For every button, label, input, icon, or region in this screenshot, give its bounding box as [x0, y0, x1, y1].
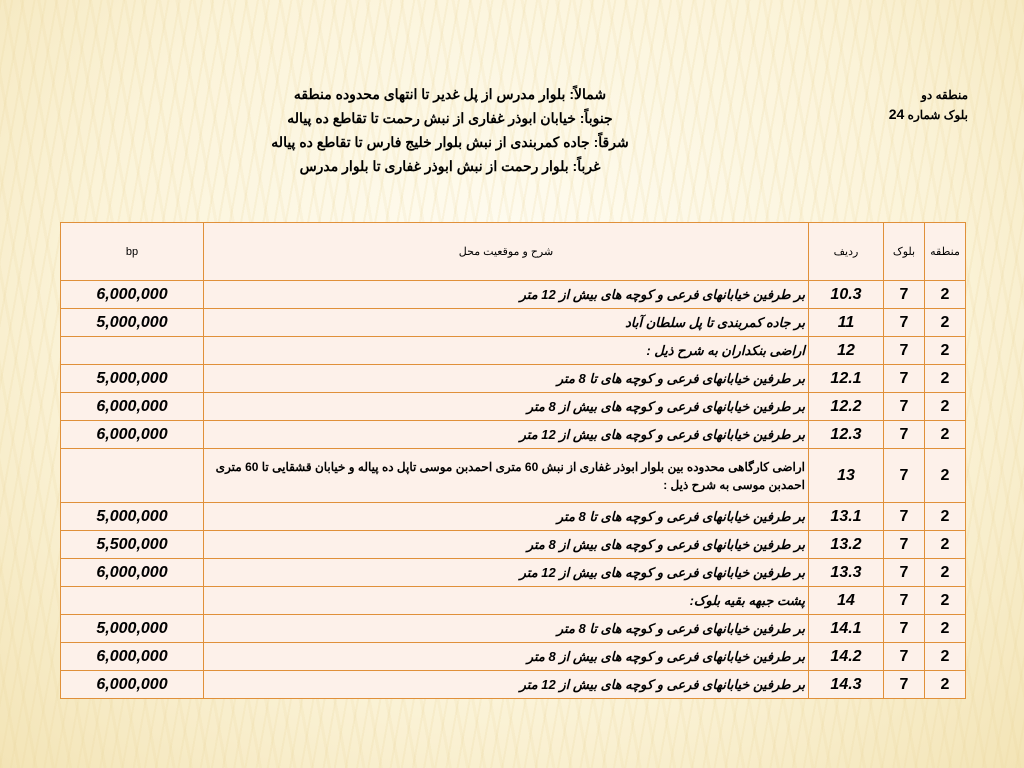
table-row	[61, 531, 966, 559]
cell-block: 7	[884, 421, 925, 449]
cell-block: 7	[884, 559, 925, 587]
cell-row-number: 12.1	[809, 365, 884, 393]
cell-description: بر طرفین خیابانهای فرعی و کوچه های بیش از 12 متر	[204, 671, 809, 699]
cell-bp-price	[61, 587, 204, 615]
table-row	[61, 365, 966, 393]
header-bp: bp	[61, 223, 204, 281]
cell-bp-price: 6,000,000	[61, 671, 204, 699]
cell-bp-price: 5,000,000	[61, 503, 204, 531]
cell-zone: 2	[925, 365, 966, 393]
cell-zone: 2	[925, 337, 966, 365]
cell-description: بر طرفین خیابانهای فرعی و کوچه های تا 8 متر	[204, 365, 809, 393]
cell-row-number: 11	[809, 309, 884, 337]
table-row	[61, 281, 966, 309]
table-header-row	[61, 223, 966, 281]
cell-block: 7	[884, 393, 925, 421]
block-number: 24	[888, 106, 905, 122]
cell-zone: 2	[925, 309, 966, 337]
region-title: منطقه دو	[921, 88, 968, 102]
cell-bp-price: 5,500,000	[61, 531, 204, 559]
cell-zone: 2	[925, 643, 966, 671]
table-body	[61, 281, 966, 699]
cell-bp-price: 6,000,000	[61, 643, 204, 671]
cell-block: 7	[884, 615, 925, 643]
cell-block: 7	[884, 587, 925, 615]
cell-row-number: 12.2	[809, 393, 884, 421]
cell-description: بر طرفین خیابانهای فرعی و کوچه های بیش از 12 متر	[204, 281, 809, 309]
cell-row-number: 10.3	[809, 281, 884, 309]
cell-description: بر جاده کمربندی تا پل سلطان آباد	[204, 309, 809, 337]
cell-row-number: 13.1	[809, 503, 884, 531]
region-info	[858, 86, 968, 125]
cell-description: بر طرفین خیابانهای فرعی و کوچه های بیش از 12 متر	[204, 421, 809, 449]
cell-zone: 2	[925, 281, 966, 309]
cell-bp-price	[61, 337, 204, 365]
cell-zone: 2	[925, 615, 966, 643]
block-number-label: بلوک شماره	[907, 108, 968, 122]
cell-row-number: 14.2	[809, 643, 884, 671]
cell-zone: 2	[925, 531, 966, 559]
table-row	[61, 309, 966, 337]
cell-block: 7	[884, 449, 925, 503]
cell-zone: 2	[925, 421, 966, 449]
cell-description: پشت جبهه بقیه بلوک:	[204, 587, 809, 615]
cell-row-number: 12.3	[809, 421, 884, 449]
table-row	[61, 421, 966, 449]
cell-description: بر طرفین خیابانهای فرعی و کوچه های تا 8 متر	[204, 503, 809, 531]
table-row	[61, 615, 966, 643]
header-description: شرح و موقعیت محل	[204, 223, 809, 281]
boundary-south: جنوباً: خیابان ابوذر غفاری از نبش رحمت تا تقاطع ده پیاله	[287, 110, 613, 126]
cell-row-number: 13.2	[809, 531, 884, 559]
cell-bp-price: 5,000,000	[61, 615, 204, 643]
cell-row-number: 13.3	[809, 559, 884, 587]
cell-block: 7	[884, 503, 925, 531]
cell-zone: 2	[925, 449, 966, 503]
cell-block: 7	[884, 337, 925, 365]
table-row	[61, 643, 966, 671]
cell-zone: 2	[925, 559, 966, 587]
cell-bp-price: 6,000,000	[61, 421, 204, 449]
cell-zone: 2	[925, 671, 966, 699]
cell-zone: 2	[925, 393, 966, 421]
cell-zone: 2	[925, 503, 966, 531]
table-row	[61, 449, 966, 503]
cell-description: اراضی کارگاهی محدوده بین بلوار ابوذر غفاری از نبش 60 متری احمدبن موسی تاپل ده پیاله و خیابان قشقایی تا 60 متری احمدبن موسی به شرح ذیل :	[204, 449, 809, 503]
cell-bp-price: 5,000,000	[61, 365, 204, 393]
table-row	[61, 587, 966, 615]
cell-block: 7	[884, 643, 925, 671]
block-number-line	[858, 105, 968, 125]
boundary-north: شمالاً: بلوار مدرس از پل غدیر تا انتهای محدوده منطقه	[293, 86, 607, 102]
cell-bp-price: 5,000,000	[61, 309, 204, 337]
table-row	[61, 337, 966, 365]
cell-block: 7	[884, 309, 925, 337]
cell-description: بر طرفین خیابانهای فرعی و کوچه های تا 8 متر	[204, 615, 809, 643]
boundary-description	[200, 82, 700, 178]
price-table	[60, 222, 966, 699]
cell-row-number: 13	[809, 449, 884, 503]
cell-description: اراضی بنکداران به شرح ذیل :	[204, 337, 809, 365]
cell-block: 7	[884, 671, 925, 699]
cell-description: بر طرفین خیابانهای فرعی و کوچه های بیش از 8 متر	[204, 531, 809, 559]
header-zone: منطقه	[925, 223, 966, 281]
cell-description: بر طرفین خیابانهای فرعی و کوچه های بیش از 8 متر	[204, 393, 809, 421]
header-block: بلوک	[884, 223, 925, 281]
table-row	[61, 503, 966, 531]
cell-bp-price: 6,000,000	[61, 559, 204, 587]
cell-block: 7	[884, 531, 925, 559]
boundary-east: شرقاً: جاده کمربندی از نبش بلوار خلیج فارس تا تقاطع ده پیاله	[271, 134, 629, 150]
header-row: ردیف	[809, 223, 884, 281]
cell-row-number: 14.3	[809, 671, 884, 699]
cell-description: بر طرفین خیابانهای فرعی و کوچه های بیش از 12 متر	[204, 559, 809, 587]
cell-row-number: 14.1	[809, 615, 884, 643]
boundary-west: غرباً: بلوار رحمت از نبش ابوذر غفاری تا بلوار مدرس	[299, 158, 601, 174]
cell-description: بر طرفین خیابانهای فرعی و کوچه های بیش از 8 متر	[204, 643, 809, 671]
cell-zone: 2	[925, 587, 966, 615]
cell-block: 7	[884, 365, 925, 393]
table-row	[61, 559, 966, 587]
cell-row-number: 14	[809, 587, 884, 615]
cell-bp-price: 6,000,000	[61, 281, 204, 309]
table-row	[61, 671, 966, 699]
cell-bp-price	[61, 449, 204, 503]
table-row	[61, 393, 966, 421]
cell-row-number: 12	[809, 337, 884, 365]
cell-bp-price: 6,000,000	[61, 393, 204, 421]
cell-block: 7	[884, 281, 925, 309]
